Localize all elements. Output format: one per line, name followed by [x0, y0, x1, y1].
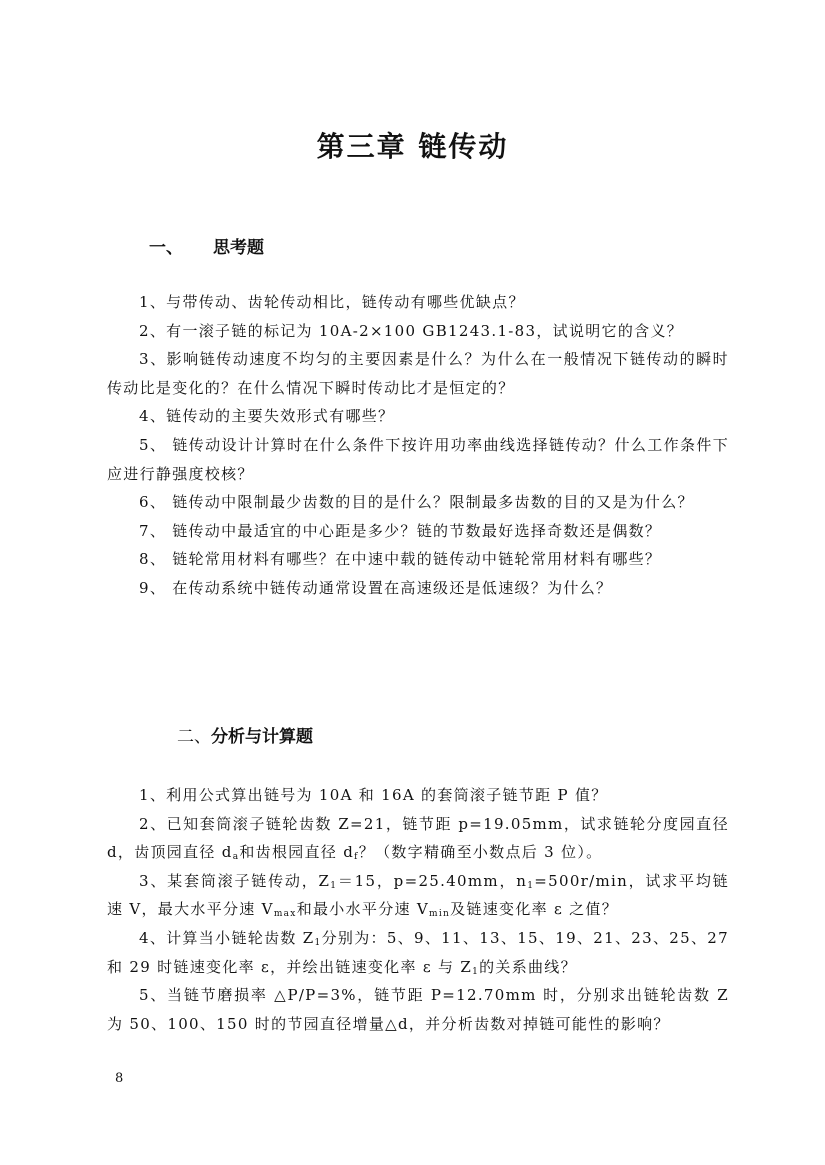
section-title: 思考题 — [213, 238, 264, 258]
problem-item: 5、当链节磨损率 △P/P=3%，链节距 P=12.70mm 时，分别求出链轮齿数 Z 为 50、100、150 时的节园直径增量△d，并分析齿数对掉链可能性的影响？ — [107, 986, 729, 1033]
section-heading-calculation — [177, 722, 313, 747]
section-heading-thinking — [149, 233, 264, 258]
problem-item: 4、计算当小链轮齿数 $Z_1$分别为：5、9、11、13、15、19、21、23、25、27 和 29 时链速变化率 ε，并绘出链速变化率 ε 与 $Z_1$的关系曲线？ — [107, 928, 729, 977]
question-item: 3、影响链传动速度不均匀的主要因素是什么？为什么在一般情况下链传动的瞬时传动比是变化的？在什么情况下瞬时传动比才是恒定的？ — [107, 350, 729, 397]
problem-list — [107, 781, 729, 1038]
question-item: 7、 链传动中最适宜的中心距是多少？链的节数最好选择奇数还是偶数？ — [139, 521, 662, 540]
section-title: 分析与计算题 — [211, 727, 313, 747]
page-number: 8 — [115, 1071, 124, 1086]
question-item: 9、 在传动系统中链传动通常设置在高速级还是低速级？为什么？ — [139, 578, 613, 597]
question-item: 2、有一滚子链的标记为 10A-2×100 GB1243.1-83，试说明它的含义？ — [139, 321, 684, 340]
problem-item: 2、已知套筒滚子链轮齿数 Z=21，链节距 p=19.05mm，试求链轮分度园直径 d，齿顶园直径 $d_a$和齿根园直径 $d_f$？（数字精确至小数点后 3 位）。 — [107, 814, 729, 863]
question-item: 8、 链轮常用材料有哪些？在中速中载的链传动中链轮常用材料有哪些？ — [139, 550, 662, 569]
section-number: 二、 — [177, 727, 211, 747]
question-item: 6、 链传动中限制最少齿数的目的是什么？限制最多齿数的目的又是为什么？ — [139, 493, 694, 512]
problem-item: 1、利用公式算出链号为 10A 和 16A 的套筒滚子链节距 P 值？ — [139, 786, 608, 804]
question-item: 1、与带传动、齿轮传动相比，链传动有哪些优缺点？ — [139, 293, 525, 311]
section-number: 一、 — [149, 238, 183, 258]
question-item: 4、链传动的主要失效形式有哪些？ — [139, 407, 395, 426]
chapter-title: 第三章 链传动 — [316, 130, 509, 163]
question-list — [107, 288, 729, 603]
problem-item: 3、某套筒滚子链传动，$Z_1=15$，p=25.40mm，$n_1=500r/\min$，试求平均链速 V，最大水平分速 $V_{max}$和最小水平分速 $V_{min}$及链速变化率 ε 之值？ — [107, 871, 729, 920]
question-item: 5、 链传动设计计算时在什么条件下按许用功率曲线选择链传动？什么工作条件下应进行静强度校核？ — [107, 435, 729, 483]
